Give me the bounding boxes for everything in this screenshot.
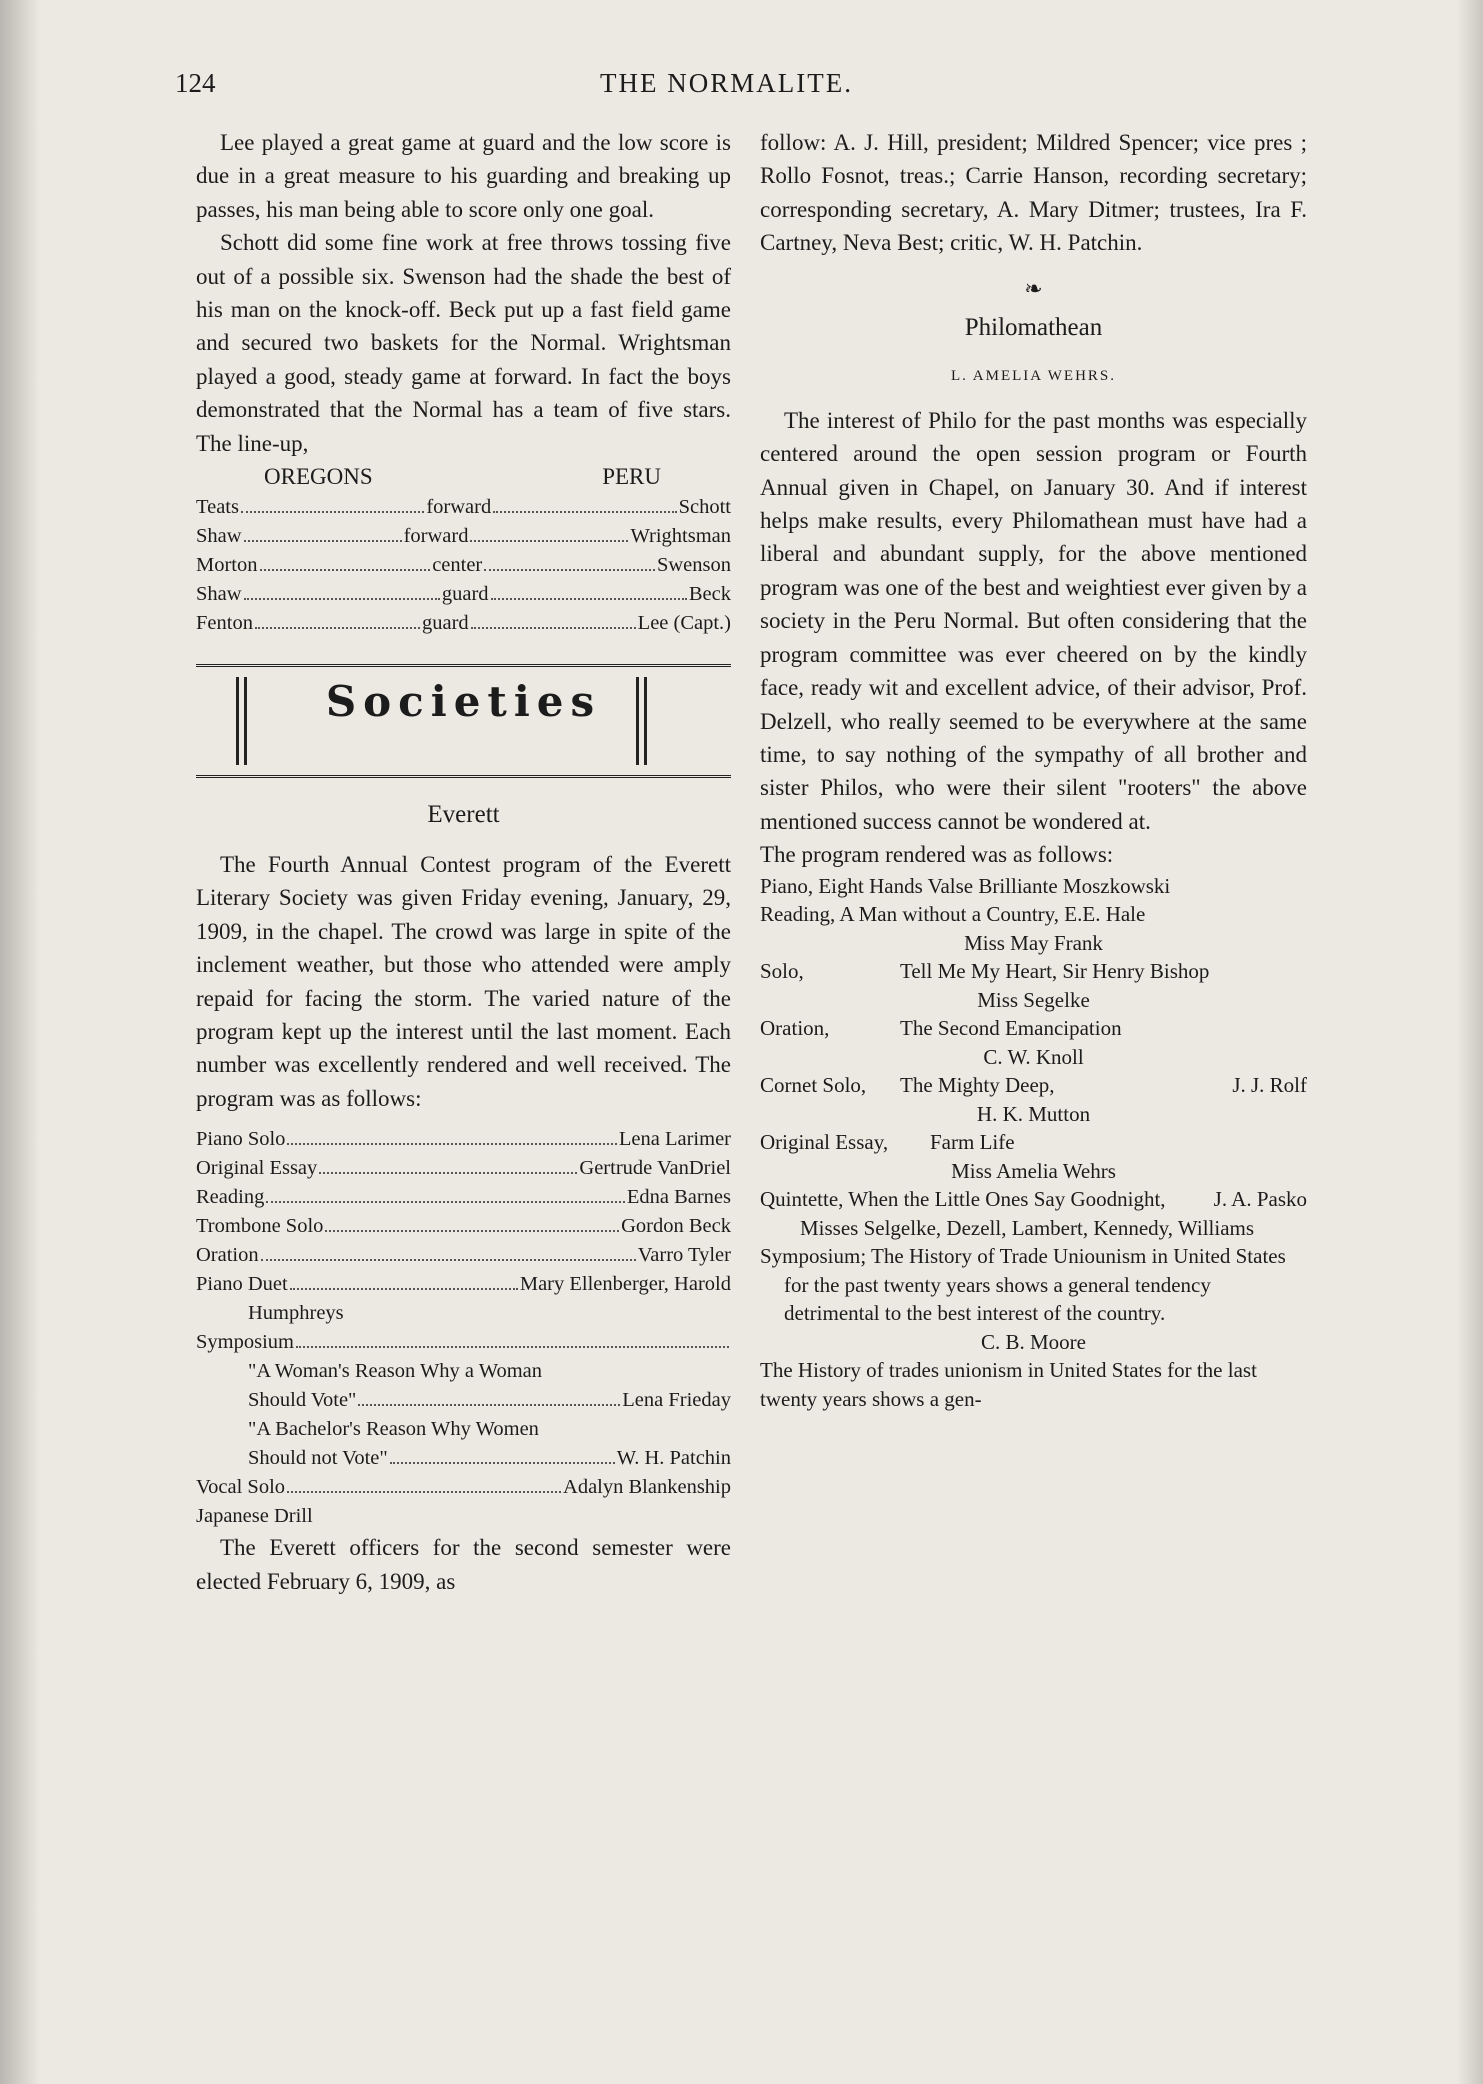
lineup-table: [196, 493, 731, 638]
lineup-header: [196, 460, 731, 493]
lineup-team-peru: PERU: [602, 464, 661, 490]
program-reading-performer: Miss May Frank: [964, 930, 1103, 955]
program-row-japanese-drill: Japanese Drill: [196, 1505, 313, 1528]
program-essay: Original Essay, Farm Life: [760, 1130, 1015, 1155]
program-intro: The program rendered was as follows:: [760, 842, 1114, 868]
program-oration: Oration, The Second Emancipation: [760, 1016, 1122, 1041]
everett-officers-list: follow: A. J. Hill, president; Mildred Spencer; vice pres ; Rollo Fosnot, treas.; Carrie Hanson, recording secretary; corresponding secretary, A. Mary Ditmer; trustees, Ira F. Cartney, Neva Best; critic, W. H. Patchin.: [760, 130, 1307, 256]
program-solo-performer: Miss Segelke: [977, 987, 1090, 1012]
everett-officers-intro: The Everett officers for the second semester were elected February 6, 1909, as: [196, 1535, 731, 1594]
symposium-topic-1: "A Woman's Reason Why a Woman: [248, 1360, 543, 1383]
program-row-vocal-solo: Vocal Solo Adalyn Blankenship: [196, 1476, 731, 1499]
program-solo: Solo, Tell Me My Heart, Sir Henry Bishop: [760, 959, 1210, 984]
program-row: Reading Edna Barnes: [196, 1186, 731, 1209]
philomathean-program: [760, 872, 1307, 1414]
philomathean-byline: L. AMELIA WEHRS.: [950, 368, 1117, 385]
everett-paragraph: The Fourth Annual Contest program of the Everett Literary Society was given Friday evening, January, 29, 1909, in the chapel. The crowd was large in spite of the inclement weather, but those who attended were amply repaid for facing the storm. The varied nature of the program kept up the interest until the last moment. Each number was excellently rendered and well received. The program was as follows:: [196, 851, 731, 1111]
basketball-paragraph-1: Lee played a great game at guard and the low score is due in a great measure to his guarding and breaking up passes, his man being able to score only one goal.: [196, 130, 731, 222]
scan-shadow-right: [1457, 0, 1483, 2084]
fleuron-ornament: ❧: [1024, 275, 1043, 301]
right-column: [760, 126, 1307, 1413]
symposium-topic-1-end: Should Vote" Lena Frieday: [248, 1389, 731, 1412]
program-row: Piano Solo Lena Larimer: [196, 1128, 731, 1151]
program-row-piano-duet: Piano Duet Mary Ellenberger, Harold: [196, 1273, 731, 1296]
basketball-paragraph-2: Schott did some fine work at free throws tossing five out of a possible six. Swenson had the shade the best of his man on the knock-off. Beck put up a fast field game and secured two baskets for the Normal. Wrightsman played a good, steady game at forward. In fact the boys demonstrated that the Normal has a team of five stars. The line-up,: [196, 230, 731, 456]
program-essay-performer: Miss Amelia Wehrs: [951, 1158, 1116, 1183]
program-symposium-performer: C. B. Moore: [981, 1329, 1086, 1354]
lineup-team-oregons: OREGONS: [264, 464, 373, 490]
program-row-symposium: Symposium: [196, 1328, 731, 1357]
program-reading: Reading, A Man without a Country, E.E. Hale: [760, 902, 1146, 927]
societies-heading: Societies: [325, 677, 602, 727]
program-cornet: Cornet Solo, The Mighty Deep, J. J. Rolf: [760, 1073, 1307, 1098]
piano-duet-continued: Humphreys: [248, 1302, 344, 1325]
everett-title: Everett: [427, 801, 500, 829]
lineup-row: Teats forward Schott: [196, 496, 732, 519]
program-oration-performer: C. W. Knoll: [983, 1044, 1084, 1069]
program-row: Oration Varro Tyler: [196, 1244, 731, 1267]
lineup-row: Morton center Swenson: [196, 554, 731, 577]
everett-program: [196, 1125, 731, 1531]
lineup-row: Fenton guard Lee (Capt.): [196, 612, 732, 635]
philomathean-closing: The History of trades unionism in United States for the last twenty years shows a gen-: [760, 1358, 1257, 1411]
symposium-topic-2: "A Bachelor's Reason Why Women: [248, 1418, 539, 1441]
program-symposium: Symposium; The History of Trade Uniounism in United States for the past twenty years shows a general tendency detrimental to the best interest of the country.: [760, 1244, 1286, 1326]
lineup-row: Shaw forward Wrightsman: [196, 525, 732, 548]
program-cornet-performer: H. K. Mutton: [976, 1101, 1091, 1126]
program-piano: Piano, Eight Hands Valse Brilliante Moszkowski: [760, 873, 1171, 898]
page-number: 124: [175, 68, 216, 98]
program-quintette-performers: Misses Selgelke, Dezell, Lambert, Kennedy, Williams: [800, 1215, 1255, 1240]
program-row: Trombone Solo Gordon Beck: [196, 1215, 731, 1238]
left-column: [196, 126, 731, 1598]
philomathean-paragraph: The interest of Philo for the past months was especially centered around the open session program or Fourth Annual given in Chapel, on January 30. And if interest helps make results, every Philomathean must have had a liberal and abundant supply, for the above mentioned program was one of the best and weightiest ever given by a society in the Peru Normal. But often considering that the program committee was ever cheered on by the kindly face, ready wit and excellent advice, of their advisor, Prof. Delzell, who really seemed to be everywhere at the same time, to say nothing of the sympathy of all brother and sister Philos, who were their silent "rooters" the above mentioned success cannot be wondered at.: [760, 407, 1307, 834]
running-title: THE NORMALITE.: [600, 68, 853, 98]
philomathean-title: Philomathean: [964, 314, 1103, 342]
societies-heading-box: [196, 664, 731, 778]
program-row: Original Essay Gertrude VanDriel: [196, 1157, 731, 1180]
scan-shadow-left: [0, 0, 40, 2084]
symposium-topic-2-end: Should not Vote" W. H. Patchin: [248, 1447, 731, 1470]
lineup-row: Shaw guard Beck: [196, 583, 731, 606]
program-quintette: Quintette, When the Little Ones Say Goodnight, J. A. Pasko: [760, 1187, 1307, 1212]
